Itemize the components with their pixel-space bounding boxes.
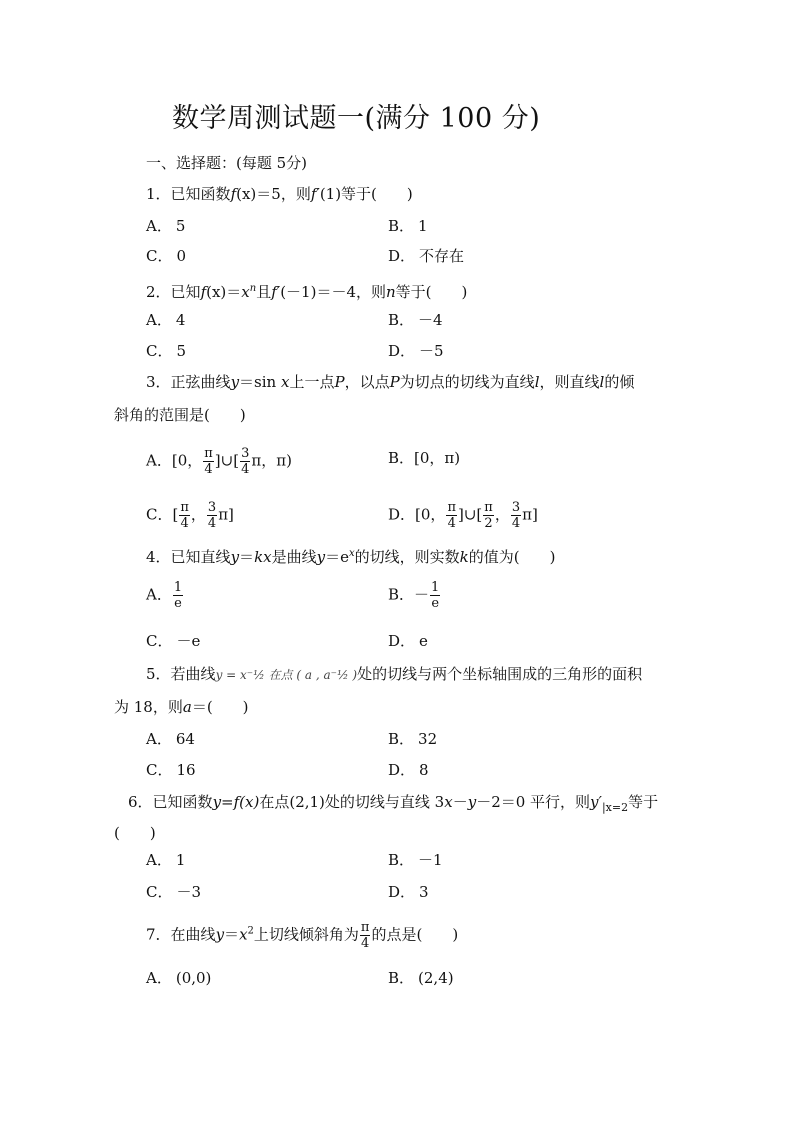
q2-option-a: A． 4 xyxy=(146,311,186,329)
q4-option-c: C． －e xyxy=(146,632,201,650)
q6-option-d: D． 3 xyxy=(388,883,429,901)
q2-option-c: C． 5 xyxy=(146,342,187,360)
q4-option-d: D． e xyxy=(388,632,428,650)
question-3: 3．正弦曲线y＝sin x上一点P，以点P为切点的切线为直线l，则直线l的倾 xyxy=(146,373,635,391)
q5-option-a: A． 64 xyxy=(146,730,195,748)
q5-option-d: D． 8 xyxy=(388,761,429,779)
q7-option-b: B． (2,4) xyxy=(388,969,454,987)
question-7: 7．在曲线$y=x^2$上切线倾斜角为 $\frac{\pi}{4}$ 的点是( ) xyxy=(146,920,459,951)
question-6: 6．已知函数y=f(x)在点(2,1)处的切线与直线 3x－y－2＝0 平行，则$y'_{|x=2}$等于 xyxy=(128,793,659,814)
question-5: 5．若曲线y = x⁻½ 在点 ( a , a⁻½ )处的切线与两个坐标轴围成的三角形的面积 xyxy=(146,665,643,683)
q6-option-a: A． 1 xyxy=(146,851,186,869)
q5-option-c: C． 16 xyxy=(146,761,196,779)
formula-image: y = x⁻½ 在点 ( a , a⁻½ ) xyxy=(215,668,358,682)
question-2: 2．已知$f(x)=x^n$且f′(－1)＝－4，则n等于( ) xyxy=(146,283,468,301)
question-3-line-2: 斜角的范围是( ) xyxy=(114,406,246,424)
q2-option-b: B． －4 xyxy=(388,311,443,329)
question-6-line-2: ( ) xyxy=(114,824,156,842)
q3-option-d: D．[0， $\frac{\pi}{4}$ ]∪[ $\frac{\pi}{2}$ ， $\frac{3}{4}$ π] xyxy=(388,500,538,531)
question-5-line-2: 为 18，则a＝( ) xyxy=(114,698,249,716)
q4-option-b: B．－ $\frac{1}{e}$ xyxy=(388,580,440,611)
q3-option-c: C．[ $\frac{\pi}{4}$ ， $\frac{3}{4}$ π] xyxy=(146,500,234,531)
q6-option-b: B． －1 xyxy=(388,851,443,869)
q1-option-a: A． 5 xyxy=(146,217,186,235)
q4-option-a: A． $\frac{1}{e}$ xyxy=(146,580,183,611)
q1-option-d: D． 不存在 xyxy=(388,247,465,265)
q5-option-b: B． 32 xyxy=(388,730,438,748)
question-1: 1．已知函数f(x)＝5，则f′(1)等于( ) xyxy=(146,185,413,203)
page-title: 数学周测试题一(满分 100 分) xyxy=(172,103,541,134)
q6-option-c: C． －3 xyxy=(146,883,202,901)
q7-option-a: A． (0,0) xyxy=(146,969,212,987)
q1-option-c: C． 0 xyxy=(146,247,187,265)
q2-option-d: D． －5 xyxy=(388,342,444,360)
q3-option-b: B．[0，π) xyxy=(388,449,461,467)
q3-option-a: A．[0， $\frac{\pi}{4}$ ]∪[ $\frac{3}{4}$ π，π) xyxy=(146,446,292,477)
question-4: 4．已知直线y＝kx是曲线$y=e^x$的切线，则实数k的值为( ) xyxy=(146,548,556,566)
q1-option-b: B． 1 xyxy=(388,217,428,235)
section-heading: 一、选择题：(每题 5分) xyxy=(146,154,308,172)
